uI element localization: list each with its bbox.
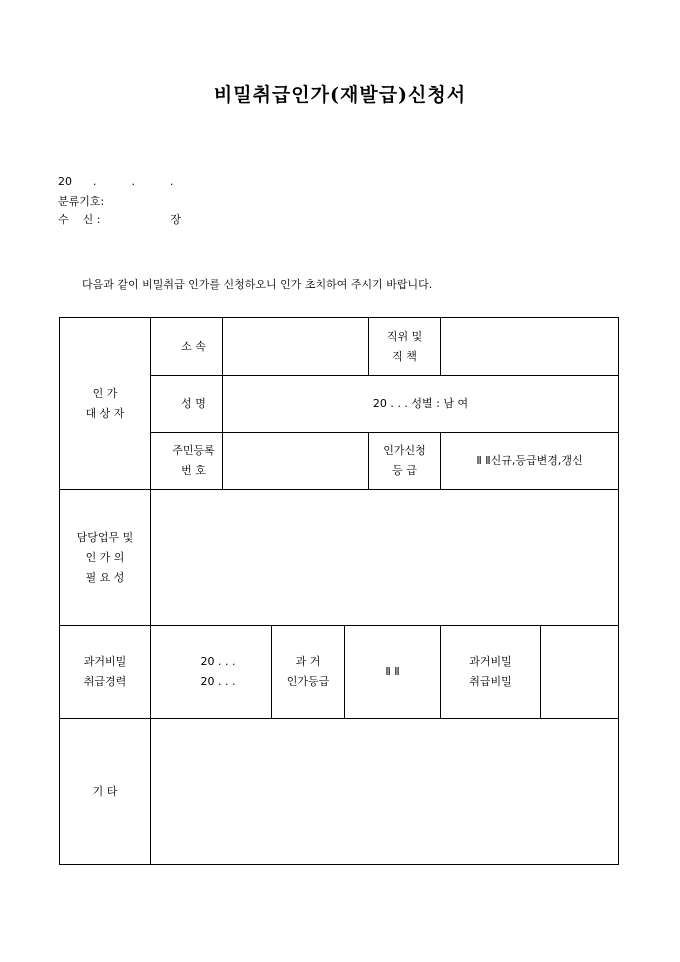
past-dates[interactable]: 20 . . . 20 . . . [151, 626, 272, 719]
affiliation-field[interactable] [223, 318, 369, 376]
past-level-label: 과 거 인가등급 [272, 626, 345, 719]
recipient-line: 수 신 : 장 [58, 213, 181, 226]
clearance-level-label: 인가신청 등 급 [369, 433, 441, 490]
duty-field[interactable] [151, 490, 619, 626]
duty-label: 담당업무 및 인 가 의 필 요 성 [60, 490, 151, 626]
past-secret-field[interactable] [541, 626, 619, 719]
other-label: 기 타 [60, 719, 151, 865]
affiliation-label: 소 속 [151, 318, 223, 376]
past-career-label: 과거비밀 취급경력 [60, 626, 151, 719]
resident-no-label: 주민등록 번 호 [151, 433, 223, 490]
past-secret-label: 과거비밀 취급비밀 [441, 626, 541, 719]
application-table [59, 317, 619, 865]
other-field[interactable] [151, 719, 619, 865]
form-title: 비밀취급인가(재발급)신청서 [213, 84, 467, 106]
clearance-options[interactable]: Ⅱ Ⅱ신규,등급변경,갱신 [441, 433, 619, 490]
past-level-value[interactable]: Ⅱ Ⅱ [345, 626, 441, 719]
intro-text: 다음과 같이 비밀취급 인가를 신청하오니 인가 초치하여 주시기 바랍니다. [82, 278, 433, 291]
classification-code: 분류기호: [58, 195, 105, 208]
name-label: 성 명 [151, 376, 223, 433]
applicant-label: 인 가 대 상 자 [60, 318, 151, 490]
date-line: 20 . . . [58, 175, 174, 188]
position-label: 직위 및 직 책 [369, 318, 441, 376]
position-field[interactable] [441, 318, 619, 376]
birth-gender-field[interactable]: 20 . . . 성별 : 남 여 [223, 376, 619, 433]
resident-no-field[interactable] [223, 433, 369, 490]
